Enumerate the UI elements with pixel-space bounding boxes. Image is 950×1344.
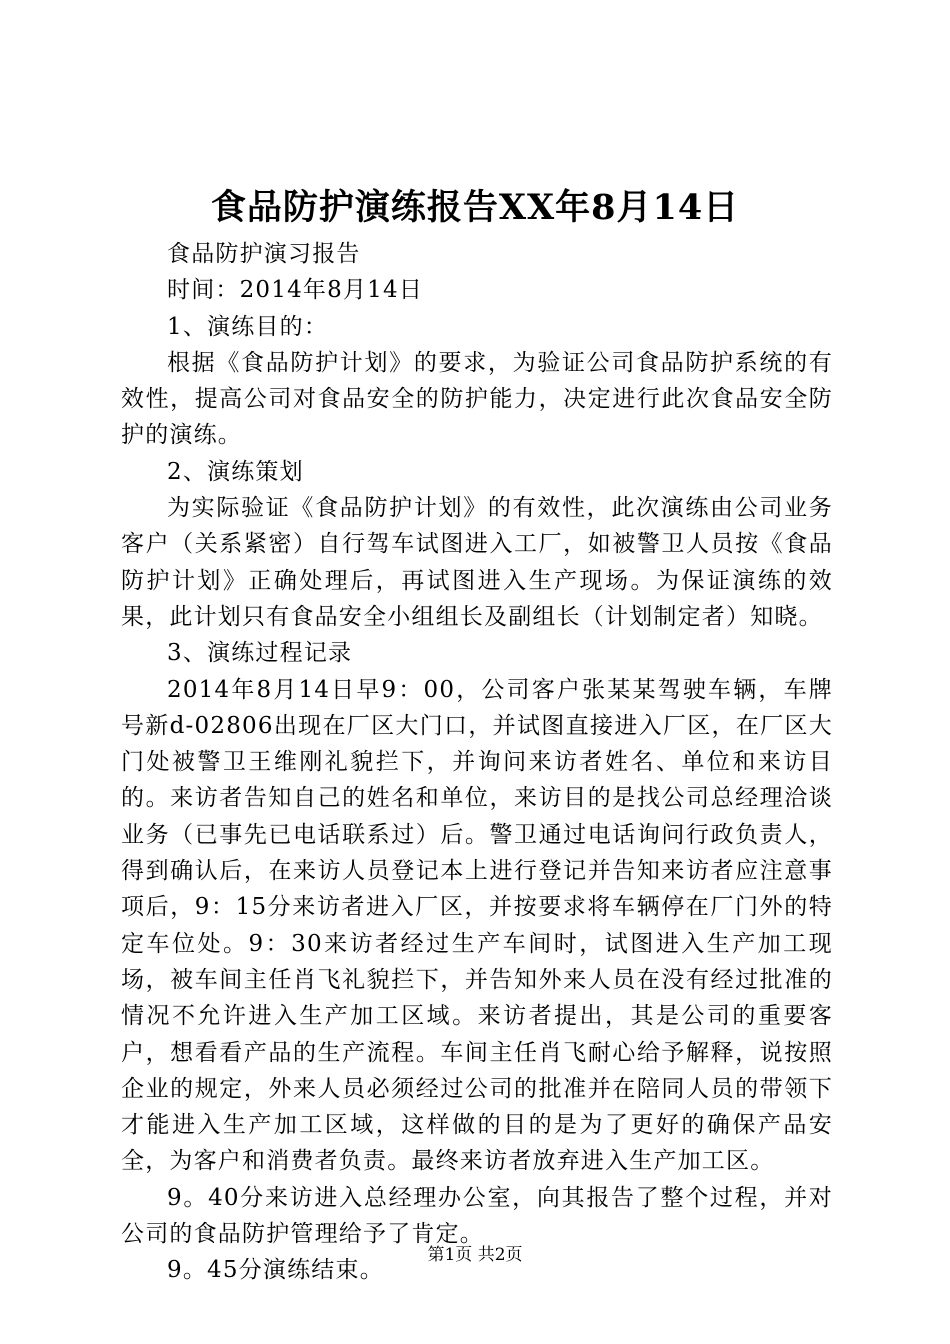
planning-paragraph: 为实际验证《食品防护计划》的有效性，此次演练由公司业务客户（关系紧密）自行驾车试图进入工厂，如被警卫人员按《食品防护计划》正确处理后，再试图进入生产现场。为保证演练的效果，此计划只有食品安全小组组长及副组长（计划制定者）知晓。: [121, 495, 833, 630]
record-paragraph: 2014年8月14日早9：00，公司客户张某某驾驶车辆，车牌号新d-02806出现在厂区大门口，并试图直接进入厂区，在厂区大门处被警卫王维刚礼貌拦下，并询问来访者姓名、单位和来访目的。来访者告知自己的姓名和单位，来访目的是找公司总经理洽谈业务（已事先已电话联系过）后。警卫通过电话询问行政负责人，得到确认后，在来访人员登记本上进行登记并告知来访者应注意事项后，9：15分来访者进入厂区，并按要求将车辆停在厂门外的特定车位处。9：30来访者经过生产车间时，试图进入生产加工现场，被车间主任肖飞礼貌拦下，并告知外来人员在没有经过批准的情况不允许进入生产加工区域。来访者提出，其是公司的重要客户，想看看产品的生产流程。车间主任肖飞耐心给予解释，说按照企业的规定，外来人员必须经过公司的批准并在陪同人员的带领下才能进入生产加工区域，这样做的目的是为了更好的确保产品安全，为客户和消费者负责。最终来访者放弃进入生产加工区。: [121, 676, 833, 1175]
section-heading-planning: 2、演练策划: [167, 458, 304, 485]
record-paragraph-2: 9。40分来访进入总经理办公室，向其报告了整个过程，并对公司的食品防护管理给予了肯定。: [121, 1184, 833, 1248]
purpose-paragraph: 根据《食品防护计划》的要求，为验证公司食品防护系统的有效性，提高公司对食品安全的防护能力，决定进行此次食品安全防护的演练。: [121, 349, 833, 449]
date-paragraph: 时间：2014年8月14日: [167, 277, 424, 304]
page-footer: 第1页 共2页: [427, 1245, 523, 1265]
record-paragraph-3: 9。45分演练结束。: [167, 1257, 384, 1284]
subtitle-paragraph: 食品防护演习报告: [167, 241, 361, 267]
section-heading-record: 3、演练过程记录: [167, 640, 353, 667]
section-heading-purpose: 1、演练目的：: [167, 313, 329, 340]
document-title: 食品防护演练报告XX年8月14日: [210, 187, 740, 228]
document-body: [121, 236, 833, 1289]
